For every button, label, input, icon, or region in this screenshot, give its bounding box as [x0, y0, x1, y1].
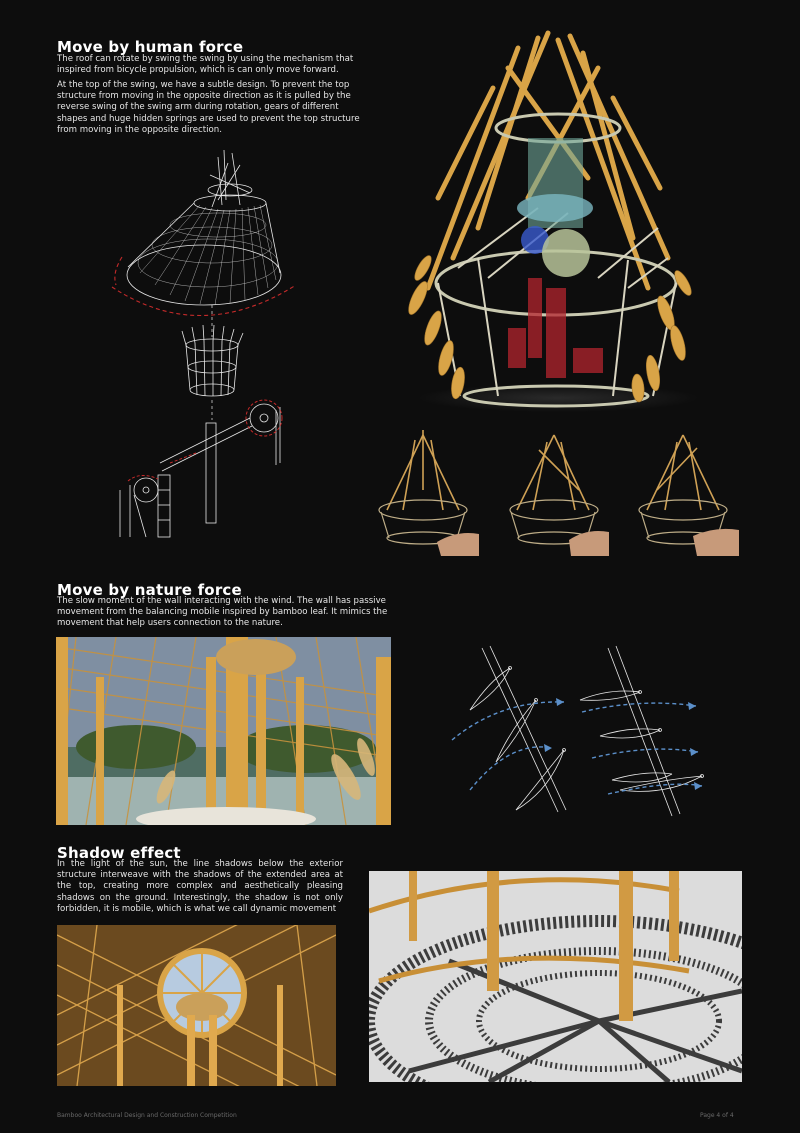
section-title-human: Move by human force [57, 38, 244, 56]
nature-paragraph: The slow moment of the wall interacting with the wind. The wall has passive movement from the balancing mobile inspired by bamboo leaf. It mimics the movement that help users connection to the nature. [57, 596, 388, 629]
pavilion-render-main [398, 28, 704, 413]
shadow-paragraph: In the light of the sun, the line shadows below the exterior structure interweave with the shadows of the extended area at the top, creating more complex and aesthetically pleasing shadows on the ground. Interestingly, the shadow is not only forbidden, it is mobile, which is what we call dynamic movement [57, 859, 343, 914]
exploded-mechanism-diagram [100, 145, 400, 540]
interaction-render-3 [627, 430, 739, 556]
human-paragraph-2: At the top of the swing, we have a subtle design. To prevent the top structure from moving in the opposite direction as it is pulled by the reverse swing of the swing arm during rotation, gears of different shapes and huge hidden springs are used to prevent the top structure from moving in the opposite direction. [57, 80, 360, 135]
interaction-render-1 [367, 430, 479, 556]
wind-leaf-diagram [440, 640, 730, 822]
human-paragraph-1: The roof can rotate by swing the swing by using the mechanism that inspired from bicycle propulsion, which is can only move forward. [57, 54, 354, 76]
interaction-render-2 [499, 430, 609, 556]
interior-wind-render [56, 637, 391, 825]
section-title-nature: Move by nature force [57, 581, 242, 599]
footer-page-number: Page 4 of 4 [700, 1112, 734, 1119]
shadow-ground-render [369, 871, 742, 1082]
ceiling-view-render [57, 925, 336, 1086]
section-title-shadow: Shadow effect [57, 844, 181, 862]
footer-credit: Bamboo Architectural Design and Construction Competition [57, 1112, 237, 1119]
